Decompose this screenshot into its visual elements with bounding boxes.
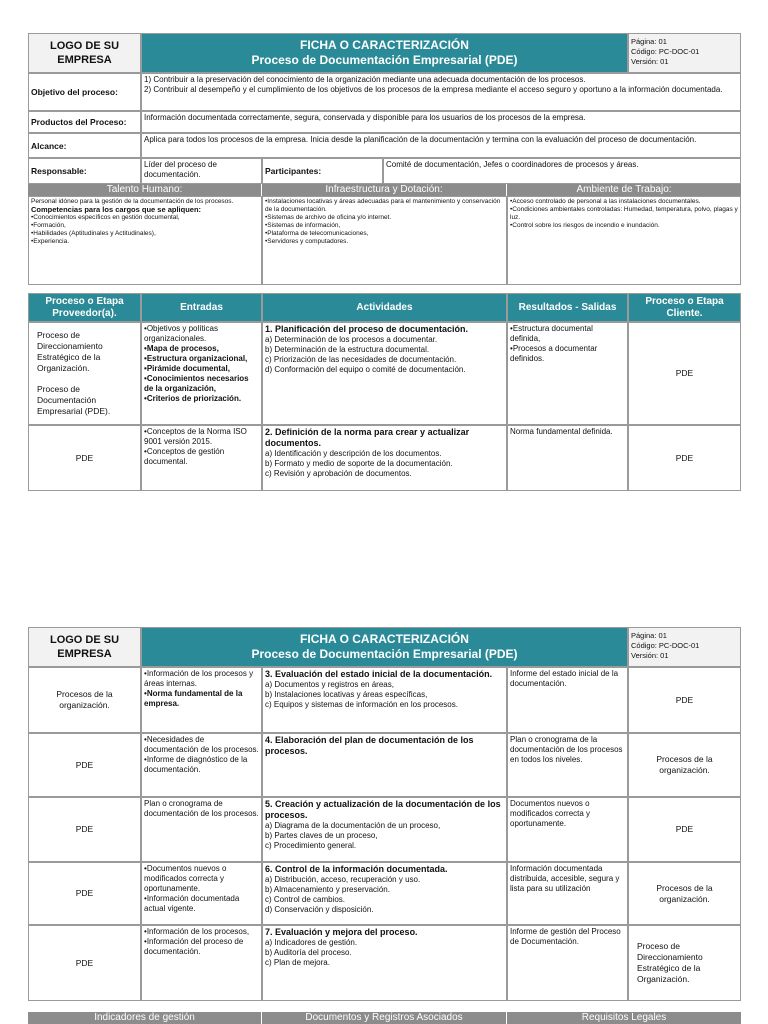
activity-item: d) Conservación y disposición. [265,905,374,914]
activity-title: 2. Definición de la norma para crear y actualizar documentos. [265,427,470,448]
table-row-1-entradas [141,322,262,425]
table-row-7-actividades [262,925,507,1001]
activity-item: b) Auditoría del proceso. [265,948,352,957]
talento-list [31,214,259,246]
page-2 [0,600,768,1024]
table-row-3-proveedor: Procesos de la organización. [28,667,141,733]
document-metadata [628,627,741,667]
ambiente-content [507,196,741,285]
table-row-4-resultados: Plan o cronograma de la documentación de los procesos en todos los niveles. [507,733,628,797]
list-item: • Información de los procesos, [144,927,259,937]
col-header-cliente: Proceso o Etapa Cliente. [628,293,741,322]
table-row-3-actividades [262,667,507,733]
table-row-4-actividades [262,733,507,797]
table-row-5-actividades [262,797,507,862]
participantes-label: Participantes: [262,158,383,184]
talento-title: Talento Humano: [28,184,261,196]
table-row-1-cliente: PDE [628,322,741,425]
activity-item: b) Partes claves de un proceso, [265,831,378,840]
list-item: • Habilidades (Aptitudinales y Actitudinales), [31,230,259,238]
table-row-4-cliente: Procesos de la organización. [628,733,741,797]
activity-item: b) Formato y medio de soporte de la documentación. [265,459,453,468]
table-row-6-proveedor: PDE [28,862,141,925]
talento-content [28,196,262,285]
activity-title: 3. Evaluación del estado inicial de la documentación. [265,669,493,679]
infra-list [265,198,504,246]
list-item: • Formación, [31,222,259,230]
list-item: • Conocimientos necesarios de la organización, [144,374,259,394]
document-code: Código: PC-DOC-01 [631,641,700,650]
requisitos-title: Requisitos Legales [507,1012,741,1024]
activity-item: c) Plan de mejora. [265,958,330,967]
table-row-7-cliente: Proceso de Direccionamiento Estratégico de la Organización. [628,925,741,1001]
list-item: • Norma fundamental de la empresa. [144,689,259,709]
activity-item: c) Control de cambios. [265,895,346,904]
table-row-7-proveedor: PDE [28,925,141,1001]
title-line-1: FICHA O CARACTERIZACIÓN [300,38,469,52]
proveedor-text: Proceso de Direccionamiento Estratégico de la Organización. [37,330,103,373]
table-row-2-actividades [262,425,507,491]
table-row-2-cliente: PDE [628,425,741,491]
list-item: • Estructura organizacional, [144,354,259,364]
company-logo-placeholder: LOGO DE SU EMPRESA [28,627,141,667]
title-line-2: Proceso de Documentación Empresarial (PDE) [251,53,518,67]
objetivo-1: 1) Contribuir a la preservación del conocimiento de la organización mediante una adecuada documentación de los procesos. [144,75,586,84]
document-title [141,627,628,667]
activity-item: c) Procedimiento general. [265,841,357,850]
table-row-1-actividades [262,322,507,425]
responsable-value: Líder del proceso de documentación. [141,158,262,184]
title-line-1: FICHA O CARACTERIZACIÓN [300,632,469,646]
col-header-actividades: Actividades [262,293,507,322]
list-item: • Experiencia. [31,238,259,246]
page-number: Página: 01 [631,631,667,640]
col-header-entradas: Entradas [141,293,262,322]
list-item: • Conceptos de la Norma ISO 9001 versión 2015. [144,427,259,447]
table-row-2-entradas [141,425,262,491]
list-item: • Criterios de priorización. [144,394,259,404]
list-item: • Documentos nuevos o modificados correcta y oportunamente. [144,864,259,894]
ambiente-list [510,198,738,230]
list-item: • Servidores y computadores. [265,238,504,246]
page-number: Página: 01 [631,37,667,46]
table-row-4-entradas [141,733,262,797]
activity-item: b) Almacenamiento y preservación. [265,885,390,894]
indicadores-title: Indicadores de gestión [28,1012,261,1024]
activity-item: b) Determinación de la estructura documental. [265,345,430,354]
list-item: • Sistemas de archivo de oficina y/o internet. [265,214,504,222]
table-row-4-proveedor: PDE [28,733,141,797]
alcance-value: Aplica para todos los procesos de la empresa. Inicia desde la planificación de la documentación y termina con la evaluación del proceso de documentación. [141,133,741,158]
activity-title: 7. Evaluación y mejora del proceso. [265,927,418,937]
document-version: Versión: 01 [631,651,669,660]
table-row-1-resultados [507,322,628,425]
list-item: • Acceso controlado de personal a las instalaciones documentales. [510,198,738,206]
activity-item: b) Instalaciones locativas y áreas específicas, [265,690,428,699]
list-item: • Objetivos y políticas organizacionales. [144,324,259,344]
objetivo-2: 2) Contribuir al desempeño y el cumplimiento de los objetivos de los procesos de la empresa mediante el acceso seguro y oportuno a la información documentada. [144,85,723,94]
table-row-6-resultados: Información documentada distribuida, accesible, segura y lista para su utilización [507,862,628,925]
table-row-3-resultados: Informe del estado inicial de la documentación. [507,667,628,733]
col-header-proveedor: Proceso o Etapa Proveedor(a). [28,293,141,322]
activity-item: a) Documentos y registros en áreas, [265,680,394,689]
infra-content [262,196,507,285]
list-item: • Información del proceso de documentación. [144,937,259,957]
company-logo-placeholder: LOGO DE SU EMPRESA [28,33,141,73]
document-metadata [628,33,741,73]
activity-item: a) Distribución, acceso, recuperación y uso. [265,875,421,884]
document-title [141,33,628,73]
participantes-value: Comité de documentación, Jefes o coordinadores de procesos y áreas. [383,158,741,184]
table-row-7-resultados: Informe de gestión del Proceso de Documentación. [507,925,628,1001]
list-item: • Condiciones ambientales controladas: Humedad, temperatura, polvo, plagas y luz. [510,206,738,222]
list-item: • Procesos a documentar definidos. [510,344,625,364]
proveedor-text: Proceso de Documentación Empresarial (PDE). [37,384,111,416]
alcance-label: Alcance: [28,133,141,158]
activity-item: d) Conformación del equipo o comité de documentación. [265,365,466,374]
document-version: Versión: 01 [631,57,669,66]
activity-item: a) Indicadores de gestión. [265,938,358,947]
list-item: • Estructura documental definida, [510,324,625,344]
activity-title: 6. Control de la información documentada. [265,864,448,874]
activity-item: a) Determinación de los procesos a documentar. [265,335,438,344]
list-item: • Necesidades de documentación de los procesos. [144,735,259,755]
table-row-5-resultados: Documentos nuevos o modificados correcta y oportunamente. [507,797,628,862]
list-item: • Conocimientos específicos en gestión documental, [31,214,259,222]
productos-value: Información documentada correctamente, segura, conservada y disponible para los usuarios de los procesos de la empresa. [141,111,741,133]
list-item: • Control sobre los riesgos de incendio e inundación. [510,222,738,230]
document-code: Código: PC-DOC-01 [631,47,700,56]
objetivo-value [141,73,741,111]
activity-item: a) Diagrama de la documentación de un proceso, [265,821,441,830]
table-row-2-resultados: Norma fundamental definida. [507,425,628,491]
activity-item: c) Priorización de las necesidades de documentación. [265,355,457,364]
list-item: • Información de los procesos y áreas internas. [144,669,259,689]
table-row-2-proveedor: PDE [28,425,141,491]
activity-item: c) Revisión y aprobación de documentos. [265,469,412,478]
list-item: • Plataforma de telecomunicaciones, [265,230,504,238]
activity-title: 4. Elaboración del plan de documentación de los procesos. [265,735,474,756]
ambiente-title: Ambiente de Trabajo: [507,184,741,196]
table-row-5-proveedor: PDE [28,797,141,862]
responsable-label: Responsable: [28,158,141,184]
activity-item: a) Identificación y descripción de los documentos. [265,449,442,458]
title-line-2: Proceso de Documentación Empresarial (PDE) [251,647,518,661]
table-row-3-cliente: PDE [628,667,741,733]
list-item: • Instalaciones locativas y áreas adecuadas para el mantenimiento y conservación de la documentación. [265,198,504,214]
col-header-resultados: Resultados - Salidas [507,293,628,322]
list-item: • Sistemas de información, [265,222,504,230]
productos-label: Productos del Proceso: [28,111,141,133]
objetivo-label: Objetivo del proceso: [28,73,141,111]
list-item: • Conceptos de gestión documental. [144,447,259,467]
talento-intro: Personal idóneo para la gestión de la documentación de los procesos. [31,198,234,205]
activity-title: 5. Creación y actualización de la documentación de los procesos. [265,799,501,820]
table-row-5-entradas: Plan o cronograma de documentación de los procesos. [141,797,262,862]
documentos-title: Documentos y Registros Asociados [262,1012,506,1024]
table-row-5-cliente: PDE [628,797,741,862]
table-row-1-proveedor [28,322,141,425]
list-item: • Mapa de procesos, [144,344,259,354]
list-item: • Pirámide documental, [144,364,259,374]
infra-title: Infraestructura y Dotación: [262,184,506,196]
talento-subtitle: Competencias para los cargos que se apliquen: [31,205,202,214]
table-row-7-entradas [141,925,262,1001]
table-row-3-entradas [141,667,262,733]
table-row-6-actividades [262,862,507,925]
table-row-6-entradas [141,862,262,925]
list-item: • Informe de diagnóstico de la documentación. [144,755,259,775]
list-item: • Información documentada actual vigente. [144,894,259,914]
table-row-6-cliente: Procesos de la organización. [628,862,741,925]
activity-item: c) Equipos y sistemas de información en los procesos. [265,700,458,709]
activity-title: 1. Planificación del proceso de documentación. [265,324,469,334]
